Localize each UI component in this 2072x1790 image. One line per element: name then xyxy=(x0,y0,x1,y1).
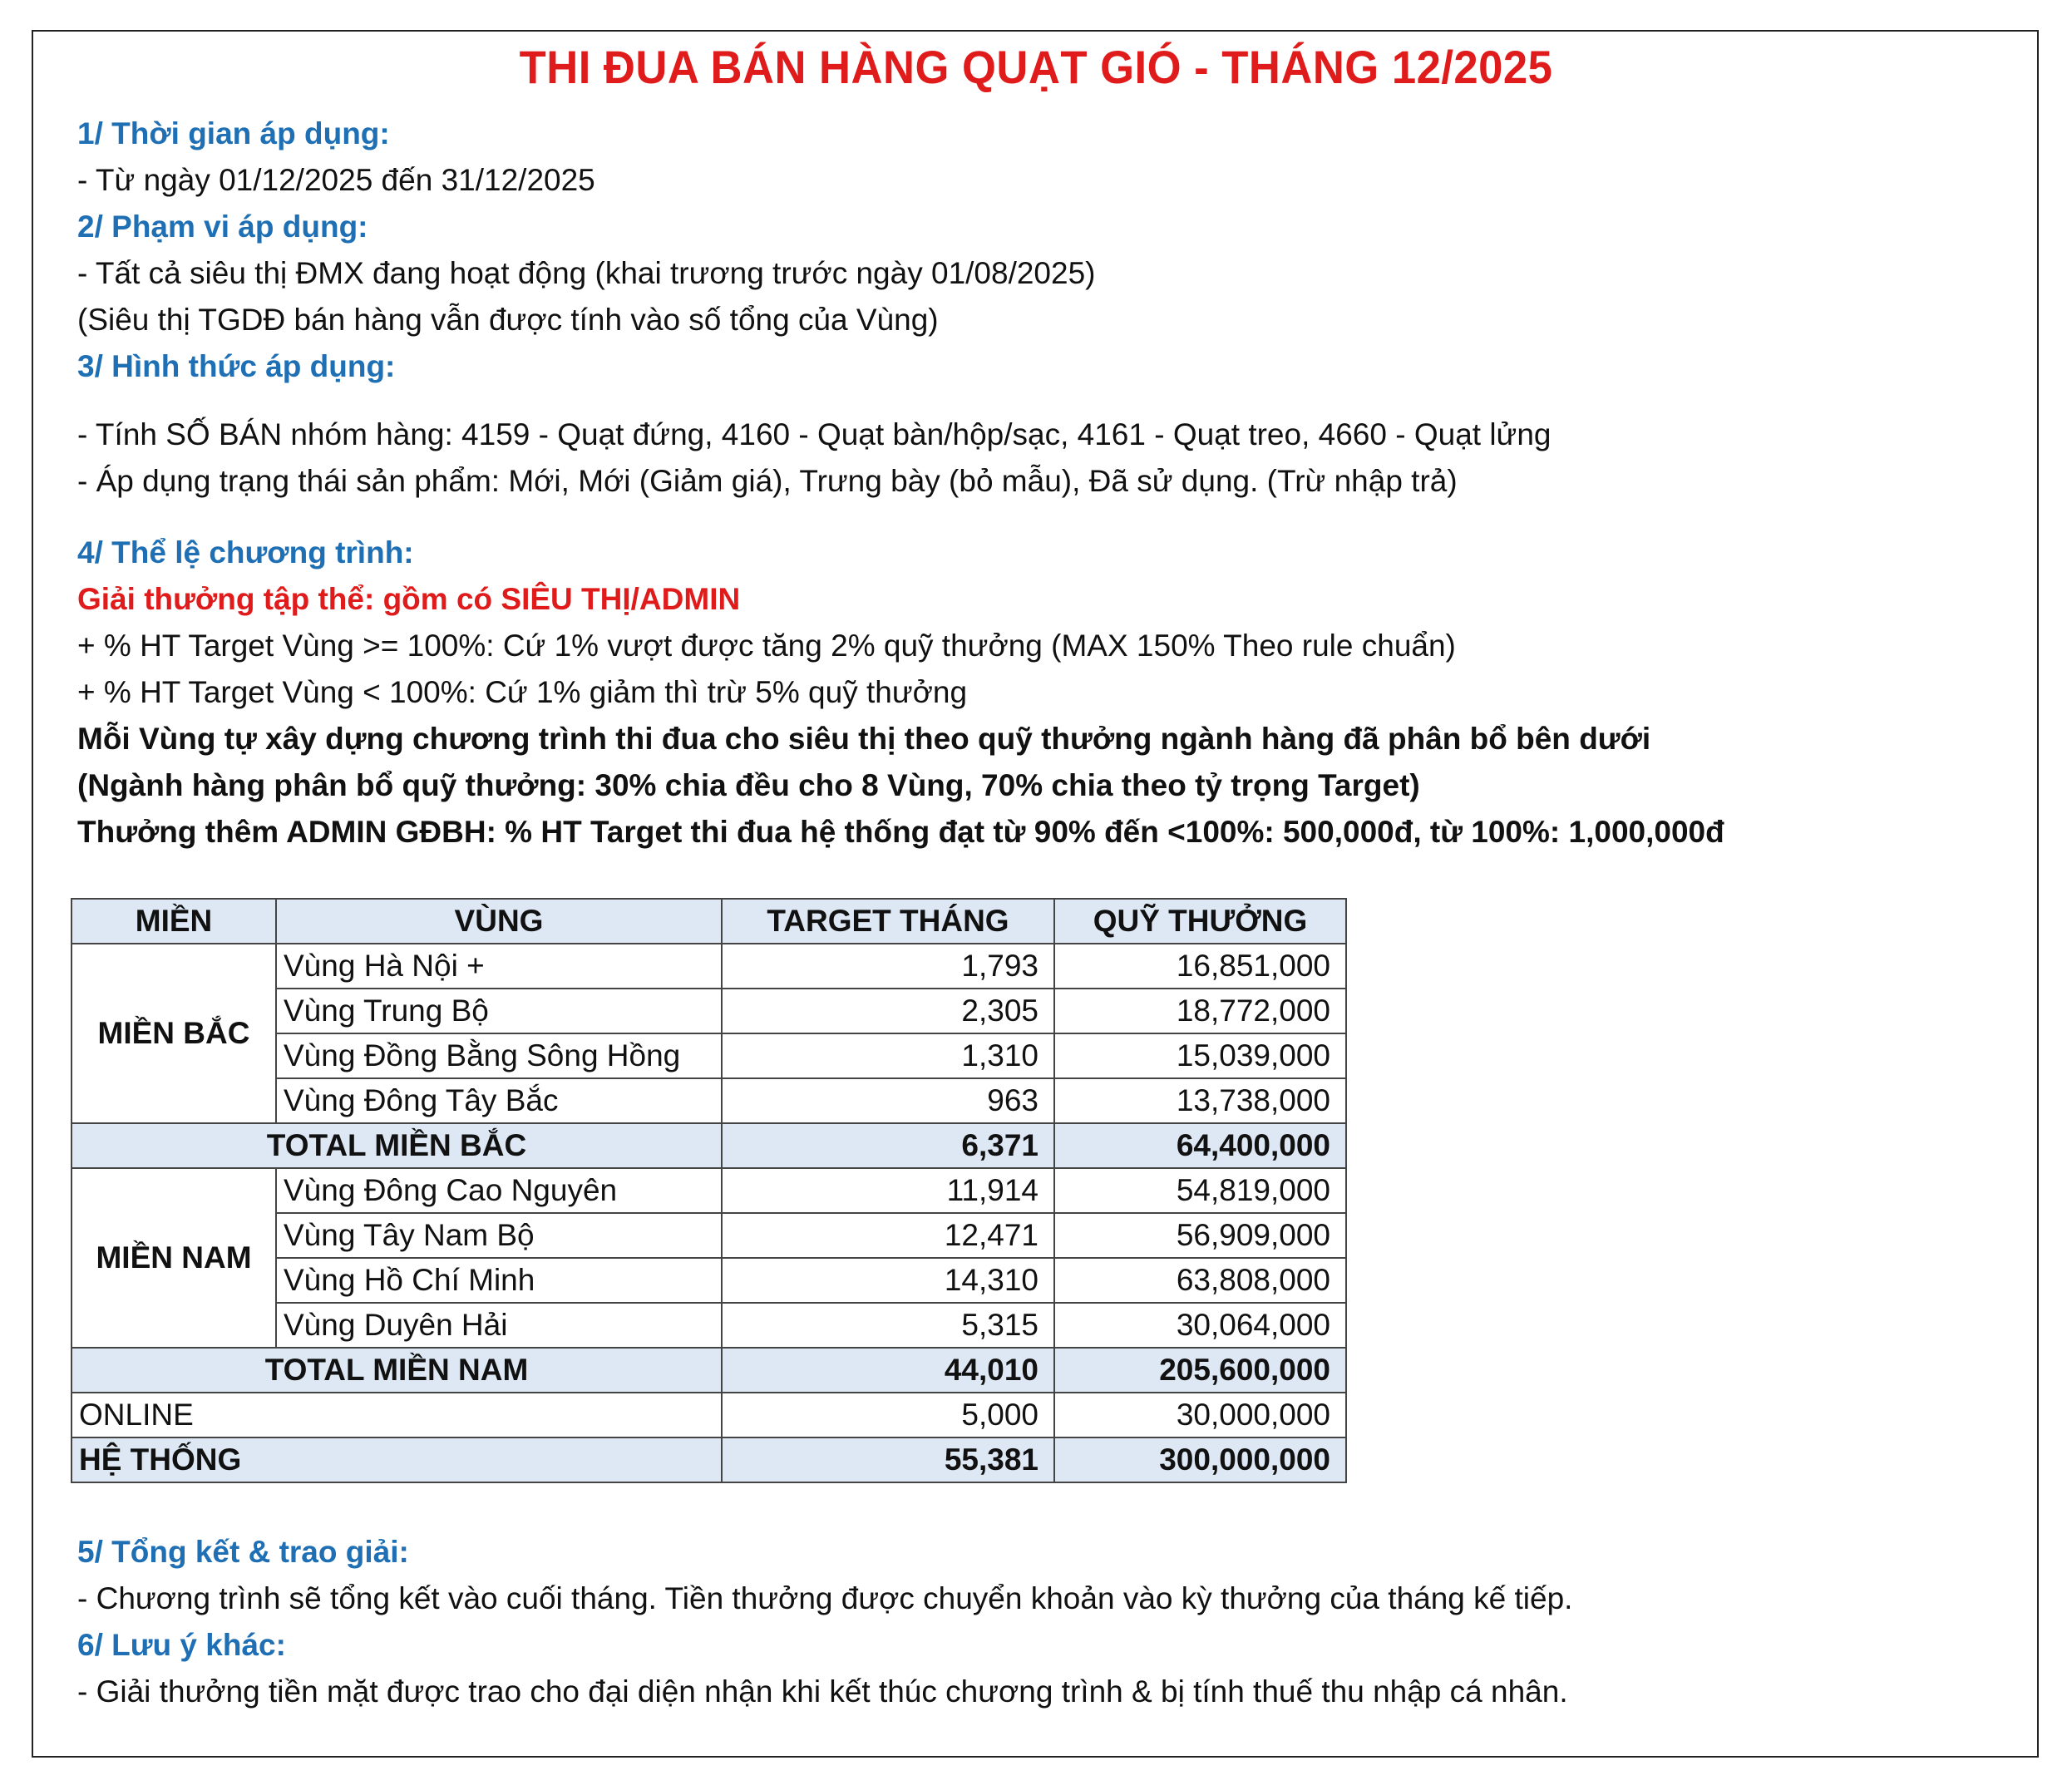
target-cell: 14,310 xyxy=(722,1258,1054,1303)
target-cell: 11,914 xyxy=(722,1168,1054,1213)
table-header-row xyxy=(72,899,1346,944)
vung-cell: Vùng Trung Bộ xyxy=(276,989,722,1033)
section-4-line-1: + % HT Target Vùng >= 100%: Cứ 1% vượt được tăng 2% quỹ thưởng (MAX 150% Theo rule chuẩn) xyxy=(77,629,1456,663)
header-target: TARGET THÁNG xyxy=(722,899,1054,944)
online-label: ONLINE xyxy=(72,1393,722,1437)
vung-cell: Vùng Đồng Bằng Sông Hồng xyxy=(276,1033,722,1078)
section-4-collective-prize: Giải thưởng tập thể: gồm có SIÊU THỊ/ADMIN xyxy=(77,582,741,616)
target-cell: 1,310 xyxy=(722,1033,1054,1078)
total-south-label: TOTAL MIỀN NAM xyxy=(72,1348,722,1393)
quy-cell: 15,039,000 xyxy=(1054,1033,1346,1078)
online-quy: 30,000,000 xyxy=(1054,1393,1346,1437)
header-mien: MIỀN xyxy=(72,899,276,944)
target-cell: 2,305 xyxy=(722,989,1054,1033)
total-south-target: 44,010 xyxy=(722,1348,1054,1393)
reward-table xyxy=(71,898,1347,1483)
vung-cell: Vùng Đông Tây Bắc xyxy=(276,1078,722,1123)
section-5-heading: 5/ Tổng kết & trao giải: xyxy=(77,1535,409,1569)
quy-cell: 54,819,000 xyxy=(1054,1168,1346,1213)
region-south: MIỀN NAM xyxy=(72,1168,276,1348)
section-6-heading: 6/ Lưu ý khác: xyxy=(77,1628,286,1662)
section-2-line-1: - Tất cả siêu thị ĐMX đang hoạt động (khai trương trước ngày 01/08/2025) xyxy=(77,256,1096,290)
quy-cell: 16,851,000 xyxy=(1054,944,1346,989)
header-quy: QUỸ THƯỞNG xyxy=(1054,899,1346,944)
total-south-row xyxy=(72,1348,1346,1393)
section-2-heading: 2/ Phạm vi áp dụng: xyxy=(77,210,368,244)
quy-cell: 13,738,000 xyxy=(1054,1078,1346,1123)
online-row xyxy=(72,1393,1346,1437)
target-cell: 12,471 xyxy=(722,1213,1054,1258)
section-3-line-2: - Áp dụng trạng thái sản phẩm: Mới, Mới (Giảm giá), Trưng bày (bỏ mẫu), Đã sử dụng. (Trừ nhập trả) xyxy=(77,464,1458,498)
target-cell: 1,793 xyxy=(722,944,1054,989)
target-cell: 963 xyxy=(722,1078,1054,1123)
section-4-bold-2: (Ngành hàng phân bổ quỹ thưởng: 30% chia đều cho 8 Vùng, 70% chia theo tỷ trọng Target) xyxy=(77,768,1420,802)
vung-cell: Vùng Hồ Chí Minh xyxy=(276,1258,722,1303)
table-row xyxy=(72,944,1346,989)
header-vung: VÙNG xyxy=(276,899,722,944)
section-6-line-1: - Giải thưởng tiền mặt được trao cho đại diện nhận khi kết thúc chương trình & bị tính thuế thu nhập cá nhân. xyxy=(77,1674,1568,1709)
target-cell: 5,315 xyxy=(722,1303,1054,1348)
quy-cell: 18,772,000 xyxy=(1054,989,1346,1033)
online-target: 5,000 xyxy=(722,1393,1054,1437)
section-2-line-2: (Siêu thị TGDĐ bán hàng vẫn được tính vào số tổng của Vùng) xyxy=(77,303,939,337)
system-target: 55,381 xyxy=(722,1437,1054,1482)
total-north-label: TOTAL MIỀN BẮC xyxy=(72,1123,722,1168)
quy-cell: 63,808,000 xyxy=(1054,1258,1346,1303)
page-title: THI ĐUA BÁN HÀNG QUẠT GIÓ - THÁNG 12/2025 xyxy=(519,41,1553,93)
section-4-line-2: + % HT Target Vùng < 100%: Cứ 1% giảm thì trừ 5% quỹ thưởng xyxy=(77,675,968,709)
system-quy: 300,000,000 xyxy=(1054,1437,1346,1482)
section-5-line-1: - Chương trình sẽ tổng kết vào cuối tháng. Tiền thưởng được chuyển khoản vào kỳ thưởng của tháng kế tiếp. xyxy=(77,1581,1573,1615)
total-north-target: 6,371 xyxy=(722,1123,1054,1168)
system-label: HỆ THỐNG xyxy=(72,1437,722,1482)
section-1-heading: 1/ Thời gian áp dụng: xyxy=(77,116,390,150)
total-north-quy: 64,400,000 xyxy=(1054,1123,1346,1168)
quy-cell: 56,909,000 xyxy=(1054,1213,1346,1258)
section-1-line-1: - Từ ngày 01/12/2025 đến 31/12/2025 xyxy=(77,163,595,197)
vung-cell: Vùng Hà Nội + xyxy=(276,944,722,989)
section-4-heading: 4/ Thể lệ chương trình: xyxy=(77,535,414,570)
section-4-bold-3: Thưởng thêm ADMIN GĐBH: % HT Target thi đua hệ thống đạt từ 90% đến <100%: 500,000đ, từ 100%: 1,000,000đ xyxy=(77,815,1724,849)
total-north-row xyxy=(72,1123,1346,1168)
system-row xyxy=(72,1437,1346,1482)
vung-cell: Vùng Duyên Hải xyxy=(276,1303,722,1348)
section-3-heading: 3/ Hình thức áp dụng: xyxy=(77,349,396,383)
table-row xyxy=(72,1168,1346,1213)
section-3-line-1: - Tính SỐ BÁN nhóm hàng: 4159 - Quạt đứng, 4160 - Quạt bàn/hộp/sạc, 4161 - Quạt treo, 4660 - Quạt lửng xyxy=(77,417,1552,451)
section-4-bold-1: Mỗi Vùng tự xây dựng chương trình thi đua cho siêu thị theo quỹ thưởng ngành hàng đã phân bổ bên dưới xyxy=(77,722,1651,756)
quy-cell: 30,064,000 xyxy=(1054,1303,1346,1348)
vung-cell: Vùng Tây Nam Bộ xyxy=(276,1213,722,1258)
vung-cell: Vùng Đông Cao Nguyên xyxy=(276,1168,722,1213)
total-south-quy: 205,600,000 xyxy=(1054,1348,1346,1393)
region-north: MIỀN BẮC xyxy=(72,944,276,1123)
